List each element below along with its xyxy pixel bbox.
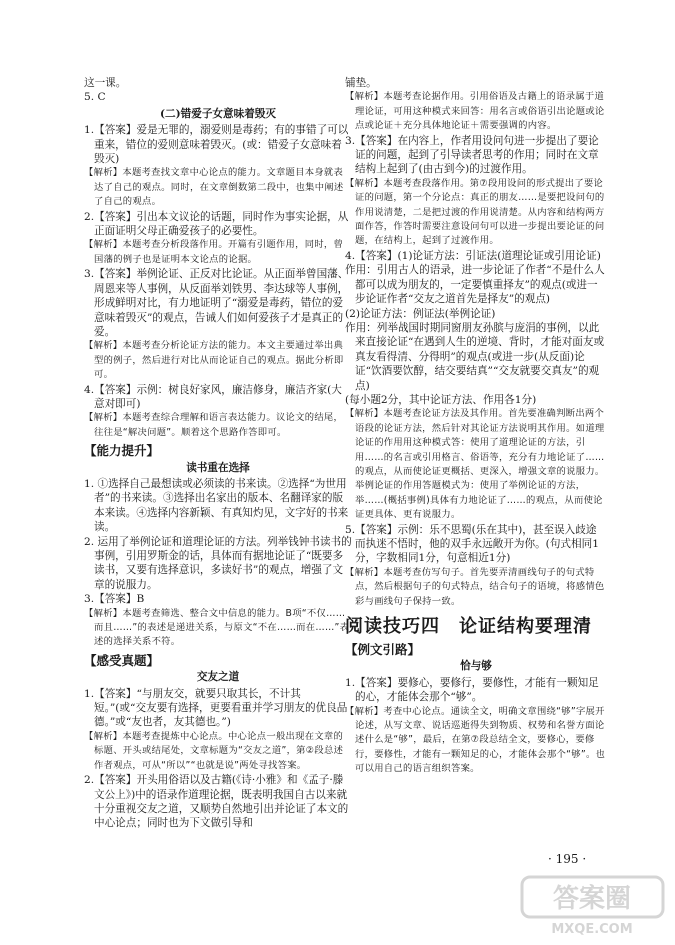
answer-item: 1.【答案】爱是无罪的，溺爱则是毒药；有的事错了可以重来，错位的爱则意味着毁灭。(或：错爱子女意味着毁灭) <box>84 124 349 166</box>
article-title: 恰与够 <box>460 660 492 673</box>
answer-item: 作用：列举战国时期同窗朋友孙膑与庞涓的事例，以此来直接论证“在遇到人生的逆境、背时，才能对面友或真友看得清、分得明”的观点(或进一步(从反面)论证“饮酒要饮醇，结交要结真”“交友就要交真友”的观点) <box>345 321 605 392</box>
watermark-url: MXQE.COM <box>551 922 633 937</box>
answer-item: (每小题2分，其中论证方法、作用各1分) <box>345 393 537 406</box>
answer-item: 2. 运用了举例论证和道理论证的方法。列举钱钟书读书的事例，引用罗斯金的话，具体而有据地论证了“既要多读书，又要有选择意识，多读好书”的观点，增强了文章的说服力。 <box>84 535 352 591</box>
page-number: · 195 · <box>548 852 587 866</box>
answer-item: 2.【答案】引出本文议论的话题，同时作为事实论据，从正面证明父母正确爱孩子的必要性。 <box>84 210 349 238</box>
analysis-note: 【解析】本题考查分析论证方法的能力。本文主要通过举出典型的例子，然后进行对比从而论证自己的观点。据此分析即可。 <box>84 340 344 381</box>
section-heading: 【感受真题】 <box>84 652 160 668</box>
section-heading: 【例文引路】 <box>345 642 421 658</box>
answer-item: 5.【答案】示例：乐不思蜀(乐在其中)，甚至误入歧途而执迷不悟时，他的双手永远敞开为你。(句式相同1分，字数相同1分，句意相近1分) <box>345 523 599 565</box>
answer-item: 3.【答案】在内容上，作者用设问句进一步提出了要论证的问题，起到了引导读者思考的作用；同时在文章结构上起到了(由古到今)的过渡作用。 <box>345 134 599 176</box>
answer-item: 3.【答案】举例论证、正反对比论证。从正面举曾国藩、周恩来等人事例，从反面举刘铁男、李达球等人事例，形成鲜明对比，有力地证明了“溺爱是毒药，错位的爱意味着毁灭”的观点，告诫人们如何爱孩子才是真正的爱。 <box>84 268 349 338</box>
analysis-note: 【解析】本题考查找文章中心论点的能力。文章题目本身就表达了自己的观点。同时，在文章倒数第二段中，也集中阐述了自己的观点。 <box>84 167 344 208</box>
article-title: 交友之道 <box>196 671 240 684</box>
analysis-note: 【解析】本题考查分析段落作用。开篇有引题作用，同时，曾国藩的例子也是证明本文论点的论据。 <box>84 239 344 265</box>
analysis-note: 【解析】本题考查段落作用。第⑦段用设问的形式提出了要论证的问题，第一个分论点：真正的朋友……是要把设问句的作用说清楚，二是把过渡的作用说清楚。从内容和结构两方面作答，作答时需要注意设问句可以进一步提出要论证的问题，在结构上，起到了过渡作用。 <box>345 177 605 247</box>
answer-item: 2.【答案】开头用俗语以及古籍(《诗·小雅》和《孟子·滕文公上》)中的语录作道理论据，既表明我国自古以来就十分重视交友之道，又顺势自然地引出并论证了本文的中心论点；同时也为下文做引导和 <box>84 774 349 830</box>
answer-item: 1. ①选择自己最想读或必须读的书来读。②选择“为世用者”的书来读。③选择出名家出的版本、名翻译家的版本来读。④选择内容新颖、有真知灼见，文字好的书来读。 <box>84 477 349 534</box>
article-title: 读书重在选择 <box>186 461 250 474</box>
analysis-note: 【解析】本题考查仿写句子。首先要弄清画线句子的句式特点，然后根据句子的句式特点，结合句子的语境，将感情色彩与画线句子保持一致。 <box>345 566 605 607</box>
analysis-note: 【解析】本题考查综合理解和语言表达能力。议论文的结尾，往往是“解决问题”。顺着这个思路作答即可。 <box>84 412 344 438</box>
watermark-logo <box>520 875 665 937</box>
analysis-note: 【解析】本题考查提炼中心论点。中心论点一般出现在文章的标题、开头或结尾处，文章标题为“交友之道”，第②段总述作者观点，可从“所以”“也就是说”两处寻找答案。 <box>84 730 344 771</box>
chapter-heading: 阅读技巧四 论证结构要理清 <box>345 616 592 638</box>
answer-item: 1.【答案】要修心，要修行，要修性，才能有一颗知足的心，才能体会那个“够”。 <box>345 676 599 704</box>
analysis-note: 【解析】本题考查论证方法及其作用。首先要准确判断出两个语段的论证方法，然后针对其论证方法说明其作用。如道理论证的作用用这种模式答：使用了道理论证的方法，引用……的名言或引用格言、俗语等，充分有力地论证了……的观点，从而使论证更概括、更深入，增强文章的说服力。举例论证的作用答题模式为：使用了举例论证的方法，举……(概括事例)具体有力地论证了……的观点，从而使论证更具体、更有说服力。 <box>345 408 605 521</box>
answer-item: 3.【答案】B <box>84 593 145 606</box>
answer-item: (2)论证方法：例证法(举例论证) <box>345 307 496 320</box>
answer-item: 4.【答案】示例：树良好家风，廉洁修身，廉洁齐家(大意对即可) <box>84 383 342 410</box>
analysis-note: 【解析】本题考查筛选、整合文中信息的能力。B项“不仅……而且……”的表述是递进关系，与原文“不在……而在……”表述的选择关系不符。 <box>84 607 350 648</box>
article-title: (二)错爱子女意味着毁灭 <box>160 107 276 120</box>
watermark-main: 答案圈 <box>552 884 632 914</box>
answer-item: 4.【答案】(1)论证方法：引证法(道理论证或引用论证) <box>345 249 601 262</box>
right-column <box>345 76 607 777</box>
text-line: 5. C <box>84 91 106 104</box>
left-column <box>84 76 352 831</box>
analysis-note: 【解析】考查中心论点。通读全文，明确文章围绕“够”字展开论述，从写文章、说话巡逝得失到物质、权势和名誉方面论述什么是“够”，最后，在第⑦段总结全文，要修心，要修行，要修性，才能有一颗知足的心，才能体会那个“够”。也可以用自己的语言组织答案。 <box>345 705 606 775</box>
answer-item: 作用：引用古人的语录，进一步论证了作者“不是什么人都可以成为朋友的，一定要慎重择友”的观点(或进一步论证作者“交友之道首先是择友”的观点) <box>345 264 605 306</box>
answer-item: 1.【答案】“与朋友交，就要只取其长，不计其短。”(或“交友要有选择，更要看重并学习朋友的优良品德。”或“友也者，友其德也。”) <box>84 687 348 729</box>
text-line: 这一课。 <box>84 77 127 89</box>
section-heading: 【能力提升】 <box>84 443 160 459</box>
text-line: 铺垫。 <box>345 77 377 89</box>
analysis-note: 【解析】本题考查论据作用。引用俗语及古籍上的语录属于道理论证，可用这种模式来回答：用名言或俗语引出论题或论点或论证＋充分具体地论证＋需要强调的内容。 <box>345 91 605 132</box>
